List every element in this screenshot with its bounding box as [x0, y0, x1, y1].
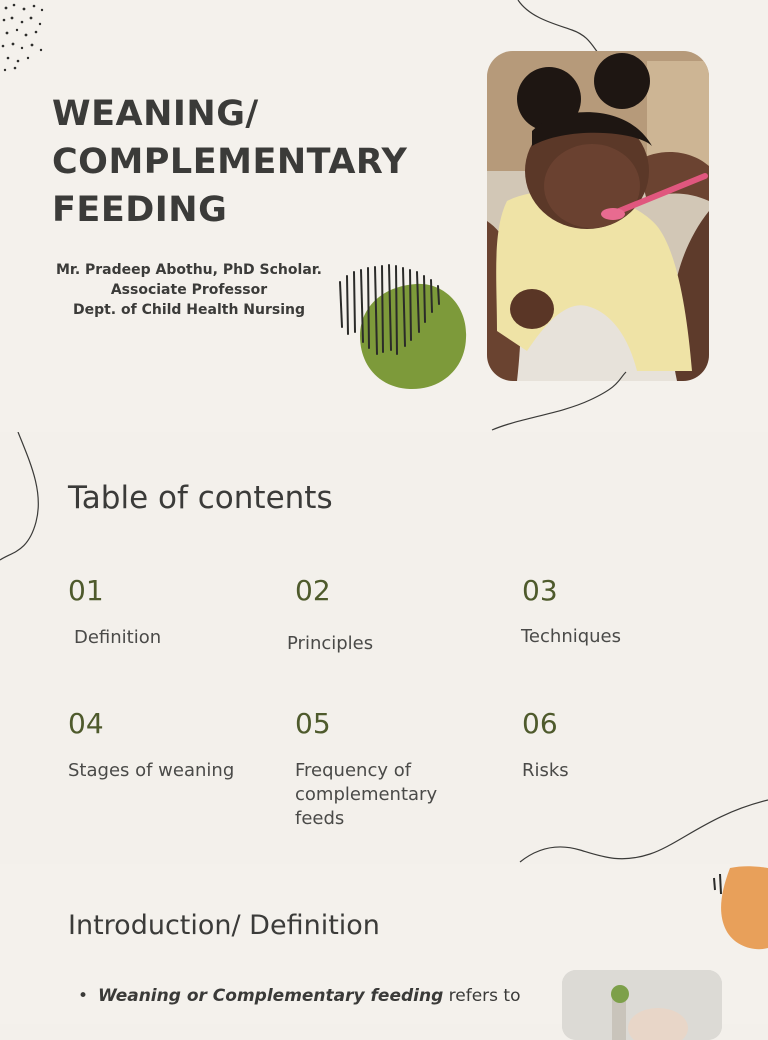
baby-feeding-photo — [487, 51, 709, 381]
wave-line-decoration-right — [520, 794, 768, 864]
curve-line-decoration-left — [0, 432, 50, 562]
introduction-photo — [562, 970, 722, 1040]
bullet-marker: • — [78, 986, 89, 1006]
toc-number-04: 04 — [68, 707, 104, 740]
toc-item-definition[interactable]: Definition — [74, 627, 162, 648]
author-block — [44, 260, 334, 320]
toc-item-principles[interactable]: Principles — [287, 633, 374, 654]
green-circle-decoration — [336, 262, 471, 397]
toc-number-03: 03 — [522, 574, 558, 607]
title-slide — [0, 0, 768, 432]
author-department: Dept. of Child Health Nursing — [72, 302, 306, 318]
author-position: Associate Professor — [110, 282, 268, 298]
toc-number-05: 05 — [295, 707, 331, 740]
orange-blob-decoration — [708, 864, 768, 954]
toc-number-06: 06 — [522, 707, 558, 740]
toc-item-risks[interactable]: Risks — [522, 760, 569, 781]
toc-number-01: 01 — [68, 574, 104, 607]
bullet-text: refers to — [443, 986, 521, 1006]
toc-heading: Table of contents — [68, 480, 333, 516]
toc-item-frequency[interactable]: Frequency of complementary feeds — [295, 760, 438, 829]
toc-item-techniques[interactable]: Techniques — [521, 626, 622, 647]
presentation-title: WEANING/ COMPLEMENTARY FEEDING — [52, 94, 408, 230]
toc-item-stages-of-weaning[interactable]: Stages of weaning — [68, 760, 235, 781]
definition-bullet — [78, 986, 521, 1006]
bullet-emphasis: Weaning or Complementary feeding — [98, 986, 444, 1006]
dot-texture-decoration — [0, 0, 50, 75]
author-name: Mr. Pradeep Abothu, PhD Scholar. — [55, 262, 322, 278]
curve-line-decoration-bottom — [490, 370, 630, 432]
toc-number-02: 02 — [295, 574, 331, 607]
introduction-heading: Introduction/ Definition — [68, 910, 380, 941]
